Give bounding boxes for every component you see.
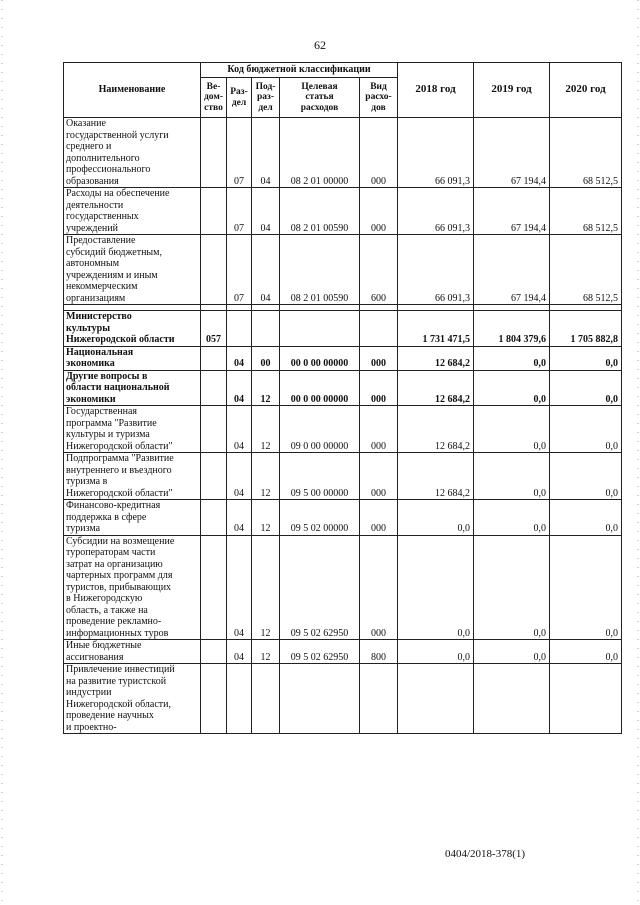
row-2018: 0,0 [398, 640, 474, 664]
row-podrazdel: 12 [252, 406, 280, 453]
row-2019: 0,0 [474, 640, 550, 664]
row-vid: 000 [360, 406, 398, 453]
row-2018: 12 684,2 [398, 453, 474, 500]
row-target: 00 0 00 00000 [280, 370, 360, 406]
row-razdel: 04 [227, 453, 252, 500]
row-ved [201, 500, 227, 536]
row-ved [201, 118, 227, 188]
row-2019: 67 194,4 [474, 235, 550, 305]
row-podrazdel: 12 [252, 535, 280, 640]
row-2019: 67 194,4 [474, 118, 550, 188]
row-razdel: 04 [227, 370, 252, 406]
table-row [64, 311, 622, 347]
row-2020: 0,0 [550, 453, 622, 500]
row-ved [201, 346, 227, 370]
page-number: 62 [314, 38, 326, 52]
row-ved [201, 664, 227, 734]
row-name: Финансово-кредитная поддержка в сфере туризма [64, 500, 201, 536]
row-vid: 000 [360, 346, 398, 370]
row-2019: 1 804 379,6 [474, 311, 550, 347]
row-vid: 000 [360, 188, 398, 235]
row-2018: 66 091,3 [398, 118, 474, 188]
row-ved [201, 406, 227, 453]
row-name: Государственная программа "Развитие культуры и туризма Нижегородской области" [64, 406, 201, 453]
table-row [64, 664, 622, 734]
row-2020 [550, 664, 622, 734]
table-row [64, 453, 622, 500]
row-razdel: 04 [227, 346, 252, 370]
row-2019: 67 194,4 [474, 188, 550, 235]
table-row [64, 235, 622, 305]
row-target: 08 2 01 00590 [280, 235, 360, 305]
row-2020: 0,0 [550, 406, 622, 453]
row-ved [201, 535, 227, 640]
row-2019 [474, 664, 550, 734]
row-ved: 057 [201, 311, 227, 347]
row-podrazdel: 04 [252, 235, 280, 305]
row-2018: 0,0 [398, 535, 474, 640]
row-vid: 800 [360, 640, 398, 664]
row-name: Другие вопросы в области национальной экономики [64, 370, 201, 406]
header-name: Наименование [64, 63, 201, 118]
row-ved [201, 188, 227, 235]
row-target [280, 664, 360, 734]
row-razdel: 04 [227, 500, 252, 536]
document-code: 0404/2018-378(1) [445, 848, 526, 860]
table-row [64, 188, 622, 235]
row-vid: 000 [360, 453, 398, 500]
row-2019: 0,0 [474, 453, 550, 500]
row-podrazdel [252, 664, 280, 734]
table-row [64, 406, 622, 453]
row-podrazdel: 12 [252, 500, 280, 536]
row-vid: 000 [360, 118, 398, 188]
row-name: Национальная экономика [64, 346, 201, 370]
row-name: Предоставление субсидий бюджетным, автономным учреждениям и иным некоммерческим организациям [64, 235, 201, 305]
table-row [64, 118, 622, 188]
row-razdel: 04 [227, 406, 252, 453]
row-name: Министерство культуры Нижегородской области [64, 311, 201, 347]
row-2020: 0,0 [550, 500, 622, 536]
row-name: Субсидии на возмещение туроператорам части затрат на организацию чартерных программ для туристов, прибывающих в Нижегородскую область, а также на проведение рекламно- информационных туров [64, 535, 201, 640]
row-target: 08 2 01 00000 [280, 118, 360, 188]
row-podrazdel: 12 [252, 453, 280, 500]
row-name: Иные бюджетные ассигнования [64, 640, 201, 664]
row-2018: 66 091,3 [398, 235, 474, 305]
row-razdel: 07 [227, 188, 252, 235]
row-name: Подпрограмма "Развитие внутреннего и въездного туризма в Нижегородской области" [64, 453, 201, 500]
row-2019: 0,0 [474, 346, 550, 370]
row-vid: 000 [360, 370, 398, 406]
row-2018 [398, 664, 474, 734]
scan-margin-right [637, 0, 639, 905]
row-vid: 000 [360, 500, 398, 536]
row-2020: 0,0 [550, 640, 622, 664]
table-row [64, 346, 622, 370]
row-ved [201, 370, 227, 406]
row-2019: 0,0 [474, 500, 550, 536]
row-razdel: 07 [227, 118, 252, 188]
row-target: 09 5 00 00000 [280, 453, 360, 500]
row-name: Расходы на обеспечение деятельности государственных учреждений [64, 188, 201, 235]
row-razdel [227, 664, 252, 734]
row-razdel: 04 [227, 640, 252, 664]
row-2018: 12 684,2 [398, 346, 474, 370]
row-razdel [227, 311, 252, 347]
row-2020: 0,0 [550, 535, 622, 640]
row-2020: 1 705 882,8 [550, 311, 622, 347]
row-target: 09 0 00 00000 [280, 406, 360, 453]
row-2020: 0,0 [550, 370, 622, 406]
header-2020: 2020 год [550, 63, 622, 118]
table-row [64, 535, 622, 640]
row-podrazdel: 04 [252, 188, 280, 235]
row-2018: 66 091,3 [398, 188, 474, 235]
header-2018: 2018 год [398, 63, 474, 118]
table-row [64, 370, 622, 406]
table-row [64, 640, 622, 664]
row-podrazdel: 12 [252, 640, 280, 664]
row-vid [360, 664, 398, 734]
row-vid [360, 311, 398, 347]
row-podrazdel: 00 [252, 346, 280, 370]
row-name: Оказание государственной услуги среднего и дополнительного профессионального образования [64, 118, 201, 188]
row-target: 09 5 02 62950 [280, 535, 360, 640]
row-2019: 0,0 [474, 370, 550, 406]
row-2020: 0,0 [550, 346, 622, 370]
row-razdel: 07 [227, 235, 252, 305]
row-razdel: 04 [227, 535, 252, 640]
row-ved [201, 453, 227, 500]
row-2018: 12 684,2 [398, 406, 474, 453]
row-ved [201, 640, 227, 664]
row-2020: 68 512,5 [550, 118, 622, 188]
header-2019: 2019 год [474, 63, 550, 118]
row-vid: 000 [360, 535, 398, 640]
row-podrazdel: 04 [252, 118, 280, 188]
row-target: 09 5 02 00000 [280, 500, 360, 536]
row-2019: 0,0 [474, 535, 550, 640]
row-target: 00 0 00 00000 [280, 346, 360, 370]
header-razdel: Раз- дел [227, 78, 252, 118]
row-2018: 1 731 471,5 [398, 311, 474, 347]
header-expense-type: Вид расхо- дов [360, 78, 398, 118]
row-podrazdel: 12 [252, 370, 280, 406]
row-name: Привлечение инвестиций на развитие туристской индустрии Нижегородской области, проведение научных и проектно- [64, 664, 201, 734]
row-podrazdel [252, 311, 280, 347]
row-2018: 0,0 [398, 500, 474, 536]
row-2020: 68 512,5 [550, 235, 622, 305]
header-target-article: Целевая статья расходов [280, 78, 360, 118]
row-2019: 0,0 [474, 406, 550, 453]
budget-table [63, 62, 622, 734]
row-vid: 600 [360, 235, 398, 305]
row-target: 08 2 01 00590 [280, 188, 360, 235]
table-row [64, 500, 622, 536]
row-target [280, 311, 360, 347]
row-2020: 68 512,5 [550, 188, 622, 235]
header-podrazdel: Под- раз- дел [252, 78, 280, 118]
header-code-group: Код бюджетной классификации [201, 63, 398, 78]
row-2018: 12 684,2 [398, 370, 474, 406]
row-target: 09 5 02 62950 [280, 640, 360, 664]
scan-margin-left [1, 0, 3, 905]
row-ved [201, 235, 227, 305]
header-vedomstvo: Ве- дом- ство [201, 78, 227, 118]
